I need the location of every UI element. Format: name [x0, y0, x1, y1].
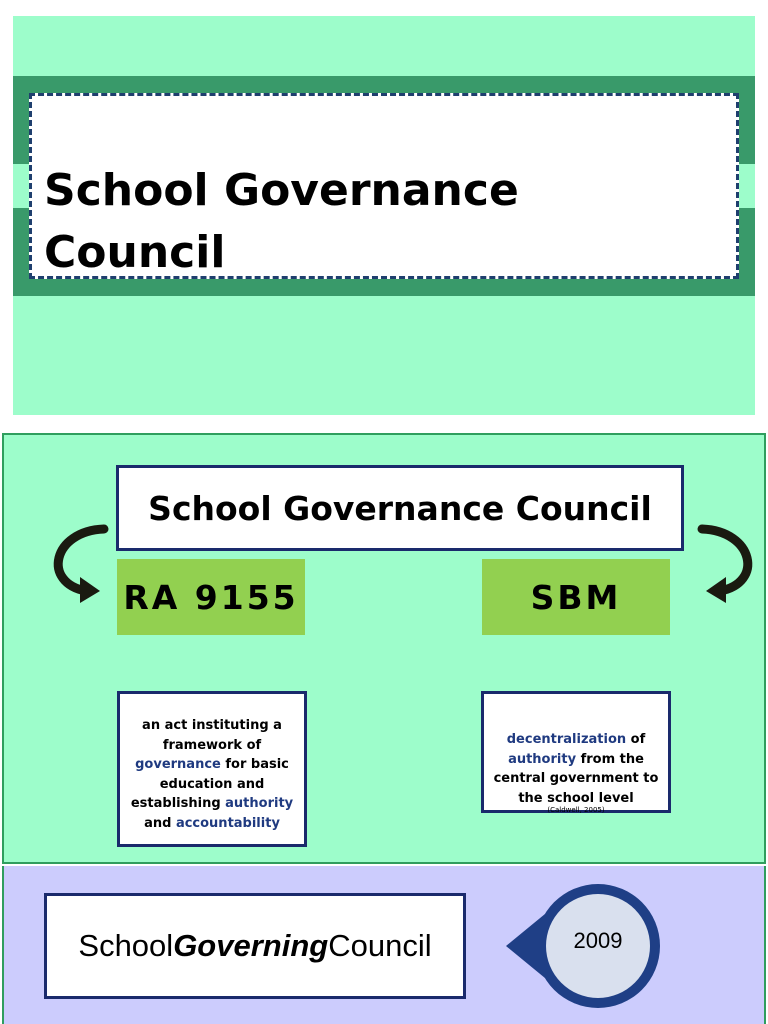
keyword-accountability: accountability [175, 815, 280, 831]
curved-arrow-right-icon [694, 523, 764, 603]
year-label: 2009 [573, 928, 623, 953]
sbm-tag: SBM [482, 559, 670, 635]
sgc-heading: School Governance Council [116, 465, 684, 551]
desc-text: for basic education and establishing [130, 757, 289, 811]
ra-9155-description [117, 691, 307, 847]
slide-title [44, 160, 704, 284]
history-slide [2, 866, 766, 1024]
title-box [29, 93, 739, 279]
citation: (Caldwell, 2005) [547, 806, 605, 814]
desc-text: and [144, 815, 176, 831]
gov-text-b: Council [328, 928, 432, 963]
keyword-governance: governance [135, 757, 221, 772]
title-line-2: Council [44, 227, 226, 278]
sbm-description [481, 691, 671, 813]
keyword-decentralization: decentralization [506, 732, 627, 747]
keyword-authority: authority [225, 796, 294, 811]
desc-text: of [626, 732, 646, 747]
governing-council-box [44, 893, 466, 999]
gov-text-emphasis: Governing [173, 928, 329, 963]
keyword-authority: authority [508, 751, 577, 767]
concept-slide [2, 433, 766, 864]
desc-text: an act instituting a framework of [142, 718, 282, 753]
title-line-1: School Governance [44, 165, 519, 216]
title-slide [13, 16, 755, 415]
curved-arrow-left-icon [42, 523, 112, 603]
gov-text-a: School [78, 928, 174, 963]
ra-9155-tag: RA 9155 [117, 559, 305, 635]
desc-text: from the central government to the school level [493, 751, 659, 806]
